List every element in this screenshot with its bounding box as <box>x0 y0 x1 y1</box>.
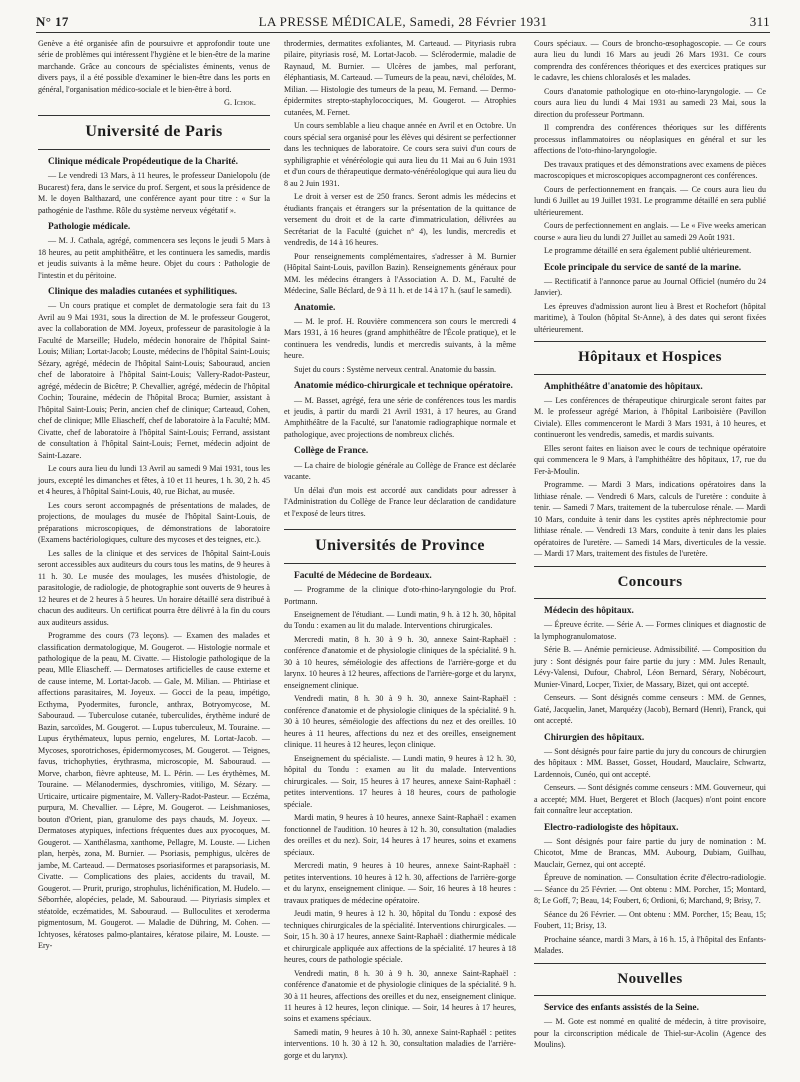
column-1 <box>38 38 270 954</box>
article-paragraph: Cours de perfectionnement en anglais. — Le « Five weeks american course » aura lieu du lundi 27 Juillet au samedi 29 Août 1931. <box>534 221 766 242</box>
article-paragraph: Le droit à verser est de 250 francs. Seront admis les médecins et étudiants français et étrangers sur la présentation de la quittance de versement du droit et de la carte d'immatriculation, délivrées au Secrétariat de la Faculté (guichet n° 4), les lundis, mercredis et vendredis, de 14 à 16 heures. <box>284 192 516 248</box>
article-paragraph: Les épreuves d'admission auront lieu à Brest et Rochefort (hôpital maritime), à Toulon (hôpital St-Anne), à des dates qui seront fixées ultérieurement. <box>534 301 766 334</box>
page-number: 311 <box>749 14 770 29</box>
article-paragraph: Série B. — Anémie pernicieuse. Admissibilité. — Composition du jury : Sont désignés pour faire partie du jury : MM. Jules Renault, Lévy-Valensi, Dufour, Chabrol, Léon Bernard, Sérary, Nobécourt, Munier-Vinard, Locper, Tixier, de Massary, Bizet, qui ont accepté. <box>534 645 766 689</box>
article-paragraph: Prochaine séance, mardi 3 Mars, à 16 h. 15, à l'hôpital des Enfants-Malades. <box>534 934 766 956</box>
intro-signature: G. Ichok. <box>224 98 256 108</box>
article-title: Anatomie. <box>294 302 336 313</box>
article-paragraph: Vendredi matin, 8 h. 30 à 9 h. 30, annexe Saint-Raphaël : conférence d'anatomie et de physiologie cliniques de la spécialité. 9 h. 30 à 10 heures, séméiologie des affections du nez et des oreilles. 10 heures à 11 heures, affections du nez et des oreilles, enseignement clinique. 11 heures à 12 heures, leçon clinique. <box>284 694 516 750</box>
article-paragraph: Sujet du cours : Système nerveux central. Anatomie du bassin. <box>294 364 497 374</box>
page-header <box>36 10 770 34</box>
article-body: — Épreuve écrite. — Série A. — Formes cliniques et diagnostic de la lymphogranulomatose. <box>534 620 766 641</box>
article-paragraph: Un cours semblable a lieu chaque année en Avril et en Octobre. Un cours spécial sera organisé pour les élèves qui désirent se perfectionner dans les techniques de laboratoire. Ce cours sera suivi d'un cours de syphiligraphie et vénéréologie qui aura lieu du 11 Mai au 6 Juin 1931 et d'un cours de thérapeutique dermato-vénéréologique qui aura lieu du 8 au 2 Juin 1931. <box>284 121 516 188</box>
article-paragraph: Enseignement de l'étudiant. — Lundi matin, 9 h. à 12 h. 30, hôpital du Tondu : examen au lit du malade. Interventions chirurgicales. <box>284 610 516 631</box>
article-paragraph: Elles seront faites en liaison avec le cours de technique opératoire qui commencera le 9 Mars, à l'amphithéâtre des hôpitaux, 17, rue du Fer-à-Moulin. <box>534 443 766 476</box>
article-title: Faculté de Médecine de Bordeaux. <box>294 570 432 581</box>
article-paragraph: Mercredi matin, 9 heures à 10 heures, annexe Saint-Raphaël : petites interventions. 10 heures à 12 h. 30, affections de l'arrière-gorge et du larynx, enseignement clinique. — Soir, 16 heures à 18 heures : travaux pratiques de médecine opératoire. <box>284 861 516 905</box>
article-title: Chirurgien des hôpitaux. <box>544 732 645 743</box>
article-title: Médecin des hôpitaux. <box>544 605 634 616</box>
article-body: — Sont désignés pour faire partie du jury de nomination : M. Chicotot, Mme de Brancas, MM. Aubourg, Dubiam, Guilhau, Mauclair, Gernez, qui ont accepté. <box>534 836 766 869</box>
article-title: Ecole principale du service de santé de la marine. <box>544 262 742 273</box>
article-title: Collège de France. <box>294 446 369 457</box>
article-paragraph: Pour renseignements complémentaires, s'adresser à M. Burnier (Hôpital Saint-Louis, pavillon Bazin). Renseignements généraux pour MM. les médecins étrangers à l'Association A. D. M., Faculté de Médecine, Salle Béclard, de 9 à 11 h. et de 14 à 17 h. (sauf le samedi). <box>284 251 516 296</box>
article-title: Service des enfants assistés de la Seine. <box>544 1003 699 1014</box>
journal-title: LA PRESSE MÉDICALE, Samedi, 28 Février 1931 <box>258 14 548 29</box>
article-title: Pathologie médicale. <box>48 222 131 233</box>
article-paragraph: Mercredi matin, 8 h. 30 à 9 h. 30, annexe Saint-Raphaël : conférence d'anatomie et de physiologie cliniques de la spécialité. 9 h. 30 à 10 heures, séméiologie des affections de l'arrière-gorge et du larynx. 10 heures à 12 heures, affections de l'arrière-gorge et du larynx, enseignement clinique. <box>284 634 516 690</box>
article-paragraph: throdermies, dermatites exfoliantes, M. Carteaud. — Pityriasis rubra pilaire, pityriasis rosé, M. Lortat-Jacob. — Sclérodermie, maladie de Raynaud, M. Burnier. — Ulcères de jambes, mal perforant, éléphantiasis, M. Carteaud. — Tumeurs de la peau, nævi, chéloïdes, M. Milian. — Histologie des tumeurs de la peau, M. Fernand. — Dermo-épidermites strepto-staphylococciques, M. Gougerot. — Atrophies cutanées, M. Fernet. <box>284 39 516 117</box>
section-title-nouvelles: Nouvelles <box>534 963 766 996</box>
article-body: — La chaire de biologie générale au Collège de France est déclarée vacante. <box>284 460 516 482</box>
article-paragraph: Cours spéciaux. — Cours de broncho-œsophagoscopie. — Ce cours aura lieu du lundi 16 Mars au jeudi 26 Mars 1931. Ce cours comprendra des conférences théoriques et des exercices pratiques sur le cadavre, les chiens chloralosés et les malades. <box>534 39 766 83</box>
article-paragraph: Un délai d'un mois est accordé aux candidats pour adresser à l'Administration du Collège de France leur déclaration de candidature et l'exposé de leurs titres. <box>284 485 516 518</box>
article-body: — Programme de la clinique d'oto-rhino-laryngologie du Prof. Portmann. <box>284 585 516 606</box>
article-paragraph: Les cours seront accompagnés de présentations de malades, de projections, de moulages du musée de l'hôpital Saint-Louis, de préparations microscopiques, de démonstrations de laboratoire (Examens bactériologiques, culture des mycoses et des teignes, etc.). <box>38 500 270 545</box>
article-paragraph: Samedi matin, 9 heures à 10 h. 30, annexe Saint-Raphaël : petites interventions. 10 h. 30 à 12 h. 30, consultation maladies de l'arrière-gorge et du larynx). <box>284 1027 516 1060</box>
article-paragraph: Cours de perfectionnement en français. — Ce cours aura lieu du lundi 6 Juillet au 19 Juillet 1931. Le programme détaillé en sera publié ultérieurement. <box>534 184 766 217</box>
article-body: — M. J. Cathala, agrégé, commencera ses leçons le jeudi 5 Mars à 18 heures, au petit amphithéâtre, et les continuera les samedis, mardis et jeudis suivants à la même heure. Objet du cours : Pathologie de l'intestin et du péritoine. <box>38 236 270 280</box>
article-paragraph: Séance du 26 Février. — Ont obtenu : MM. Porcher, 15; Beau, 15; Foubert, 11; Brisy, 13. <box>534 909 766 931</box>
article-paragraph: Programme. — Mardi 3 Mars, indications opératoires dans la lithiase rénale. — Vendredi 6 Mars, calculs de l'uretère : conduite à tenir. — Samedi 7 Mars, traitement de la tuberculose rénale. — Mardi 10 Mars, conduite à tenir dans les cystites après néphrectomie pour lithiase rénale. — Vendredi 13 Mars, conduite à tenir dans les plaies opératoires de l'uretère. — Samedi 14 Mars, diverticules de la vessie. — Mardi 17 Mars, traitement des fistules de l'uretère. <box>534 480 766 559</box>
article-title: Clinique des maladies cutanées et syphilitiques. <box>48 287 238 298</box>
article-body: — Sont désignés pour faire partie du jury du concours de chirurgien des hôpitaux : MM. Basset, Gosset, Houdard, Mauclaire, Schwartz, Lardennois, Cunéo, qui ont accepté. <box>534 746 766 779</box>
article-paragraph: Programme des cours (73 leçons). — Examen des malades et classification dermatologique, M. Gougerot. — Histologie normale et pathologique de la peau, M. Civatte. — Histologie pathologique de la peau, Mlle Eliascheff. — Dermatoses artificielles de cause externe et de cause interne, M. Lortat-Jacob. — Gale, M. Milian. — Phtiriase et affections parasitaires, M. Joyeux. — Gocci de la peau, impétigo, Ecthyma, Pyodermites, furoncle, anthrax, Botryomycose, M. Sabouraud. — Tuberculose cutanée, tuberculides, érythème induré de Bazin, sarcoïdes, M. Gougerot. — Lupus tuberculeux, M. Touraine. — Lupus érythémateux, lupus pernio, engelures, M. Lortat-Jacob. — Mycoses, sporotrichoses, épidermomycoses, M. Gougerot. — Teignes, favus, trichophyties, érythrasma, microscopie, M. Sabouraud. — Morve, charbon, fièvre aphteuse, M. L. Périn. — Les érythèmes, M. Touraine. — Mélanodermies, dyschromies, vitiligo, M. Sézary. — Urticaire, urticaire pigmentaire, M. Vallery-Radot-Pasteur. — Eczéma, purpura, M. Chevallier. — Lèpre, M. Gougerot. — Leishmanioses, bouton d'Orient, pian, granulome des pays chauds, M. Joyeux. — Dermatoses atypiques, infections fréquentes dues aux pyocoques, M. Gougerot. — Xanthélasma, xanthome, Pellagre, M. Louste. — Lichen plan, herpès, zona, M. Burnier. — Psoriasis, pemphigus, ulcères de jambe, M. Carteaud. — Dermatoses psoriasiformes et parapsoriasis, M. Civatte. — Complications des plaies, accidents du travail, M. Gougerot. — Prurit, prurigo, strophulus, lichénification, M. Hudelo. — Séborrhée, alopécies, pelade, M. Sabouraud. — Pityriasis simplex et stéatoïde, eczématides, M. Sabouraud. — Bulloculites et xeroderma pigmentosum, M. Gougerot. — Maladie de Dühring, M. Cohen. — Ichtyoses, kératoses palmo-plantaires, kératose pilaire, M. Louste. — Ery- <box>38 631 270 951</box>
article-title: Anatomie médico-chirurgicale et technique opératoire. <box>294 381 513 392</box>
article-paragraph: Le programme détaillé en sera également publié ultérieurement. <box>544 246 752 256</box>
article-title: Amphithéâtre d'anatomie des hôpitaux. <box>544 381 703 392</box>
article-paragraph: Les salles de la clinique et des services de l'hôpital Saint-Louis seront accessibles aux auditeurs du cours tous les matins, de 9 heures à 11 h. 30. Le musée des moulages, les musées d'histologie, de parasitologie, de radiologie, de photographie sont ouverts de 9 heures à 12 heures et de 2 heures à 5 heures. Un horaire détaillé sera distribué à chacun des auditeurs. Un certificat pourra être délivré à la fin du cours aux auditeurs assidus. <box>38 548 270 627</box>
article-body: — M. le prof. H. Rouvière commencera son cours le mercredi 4 Mars 1931, à 16 heures (grand amphithéâtre de l'École pratique), et le continuera les vendredis, lundis et mercredis suivants, à la même heure. <box>284 316 516 361</box>
article-paragraph: Enseignement du spécialiste. — Lundi matin, 9 heures à 12 h. 30, hôpital du Tondu : examen au lit du malade. Interventions chirurgicales. — Soir, 15 heures à 17 heures, annexe Saint-Raphaël : petites interventions. 17 heures à 18 heures, cours de pathologie spéciale. <box>284 753 516 809</box>
article-paragraph: Jeudi matin, 9 heures à 12 h. 30, hôpital du Tondu : exposé des techniques chirurgicales de la spécialité. Interventions chirurgicales. — Soir, 15 h. 30 à 17 heures, annexe Saint-Raphaël : diathermie médicale et chirurgicale appliquée aux affections de la spécialité. 17 heures à 18 heures, cours de pathologie spéciale. <box>284 909 516 965</box>
intro-paragraph: Genève a été organisée afin de poursuivre et approfondir toute une série de problèmes qui intéressent l'hygiène et le bien-être de la marine marchande. Grâce au concours de spécialistes éminents, venus de divers pays, il a été possible d'examiner le bien-être dans les ports en général, l'organisation médico-sociale et le bien-être à bord. <box>38 39 270 94</box>
header-rule <box>36 32 770 33</box>
column-3 <box>534 38 766 1053</box>
article-paragraph: Le cours aura lieu du lundi 13 Avril au samedi 9 Mai 1931, tous les jours, excepté les dimanches et fêtes, à 10 et 11 heures, 1 h. 30, 2 h. 45 et 4 heures, à l'hôpital Saint-Louis, 40, rue Bichat, au musée. <box>38 464 270 497</box>
article-body: — Un cours pratique et complet de dermatologie sera fait du 13 Avril au 9 Mai 1931, sous la direction de M. le professeur Gougerot, avec la collaboration de MM. Joyeux, professeur de parasitologie à la Faculté de Marseille; Hudelo, médecin honoraire de l'hôpital Saint-Louis; Milian; Lortat-Jacob; Louste, médecins de l'hôpital Saint-Louis; Sézary, agrégé, médecin de l'hôpital Saint-Louis; Sabouraud, ancien chef de laboratoire à l'hôpital Saint-Louis; Vallery-Radot-Pasteur, agrégé, médecin de Bicêtre; P. Chevallier, agrégé, médecin de l'hôpital Cochin; Touraine, médecin de l'hôpital Broca; Burnier, assistant à l'hôpital Saint-Louis; Perin, ancien chef de clinique; Carteaud, Cohen, chef de clinique; Mlle Eliascheff, chef de laboratoire à la Faculté; MM. Civatte, chef de laboratoire à l'hôpital Saint-Louis; Ferrand, assistant de consultation à l'hôpital Saint-Louis; Fernet, médecin adjoint de Saint-Lazare. <box>38 301 270 460</box>
article-paragraph: Cours d'anatomie pathologique en oto-rhino-laryngologie. — Ce cours aura lieu du lundi 4 Mai 1931 au samedi 23 Mai, sous la direction du professeur Portmann. <box>534 86 766 119</box>
section-title-concours: Concours <box>534 566 766 599</box>
article-paragraph: Censeurs. — Sont désignés comme censeurs : MM. Gouverneur, qui a accepté; MM. Huet, Bergeret et Bloch (Jacques) n'ont point encore fait connaître leur acceptation. <box>534 783 766 816</box>
article-paragraph: Censeurs. — Sont désignés comme censeurs : MM. de Gennes, Gaté, Jacquelin, Janet, Marquézy (Jacob), Bernard (Henri), Franck, qui ont accepté. <box>534 693 766 726</box>
section-title-universite-paris: Université de Paris <box>38 115 270 150</box>
article-body: — Le vendredi 13 Mars, à 11 heures, le professeur Danielopolu (de Bucarest) fera, dans le service du prof. Sergent, et sous la présidence de M. le doyen Balthazard, une conférence ayant pour titre : « Sur la pathogénie de l'asthme. Rôle du système nerveux végétatif ». <box>38 171 271 215</box>
article-paragraph: Mardi matin, 9 heures à 10 heures, annexe Saint-Raphaël : examen fonctionnel de l'audition. 10 heures à 12 h. 30, consultation (maladies des oreilles et du nez). Soir, 14 heures à 17 heures, soins et examens spéciaux. <box>284 813 516 857</box>
issue-number: N° 17 <box>36 14 69 29</box>
article-paragraph: Il comprendra des conférences théoriques sur les différents processus inflammatoires ou néoplasiques en général et sur les affections de l'oto-rhino-laryngologie. <box>534 123 766 156</box>
article-paragraph: Vendredi matin, 8 h. 30 à 9 h. 30, annexe Saint-Raphaël : conférence d'anatomie et de physiologie cliniques de la spécialité. 9 h. 30 à 11 heures, affections des oreilles et du nez, enseignement clinique. 11 heures à 12 heures, leçon clinique. — Soir, 14 heures à 17 heures, soins et examens spéciaux. <box>284 968 516 1024</box>
article-body: — Rectificatif à l'annonce parue au Journal Officiel (numéro du 24 Janvier). <box>534 276 766 298</box>
column-2 <box>284 38 516 1063</box>
article-title: Clinique médicale Propédeutique de la Charité. <box>48 156 238 167</box>
section-title-hopitaux: Hôpitaux et Hospices <box>534 341 766 374</box>
article-title: Electro-radiologiste des hôpitaux. <box>544 822 679 833</box>
section-title-universites-province: Universités de Province <box>284 529 516 564</box>
article-paragraph: Épreuve de nomination. — Consultation écrite d'électro-radiologie. — Séance du 25 Février. — Ont obtenu : MM. Porcher, 15; Montard, 8; Le Goff, 7; Beau, 14; Foubert, 6; Ordioni, 6; Marchand, 9; Brisy, 7. <box>534 873 766 906</box>
article-body: — M. Gote est nommé en qualité de médecin, à titre provisoire, pour la circonscription médicale de Thiel-sur-Acolin (Agence des Moulins). <box>534 1017 766 1050</box>
article-body: — Les conférences de thérapeutique chirurgicale seront faites par M. le professeur agrégé Marion, à l'hôpital Lariboisière (Pavillon Civiale). Elles commenceront le Mardi 3 Mars 1931, à 10 heures, et continueront les vendredis, samedis, et mardis suivants. <box>534 395 766 440</box>
article-body: — M. Basset, agrégé, fera une série de conférences tous les mardis et jeudis, à partir du mardi 21 Avril 1931, à 17 heures, au Grand Amphithéâtre de la Faculté, sur l'anatomie radiographique normale et pathologique, avec projections de nombreux clichés. <box>284 395 516 439</box>
article-paragraph: Des travaux pratiques et des démonstrations avec examens de pièces macroscopiques et microscopiques accompagneront ces conférences. <box>534 159 766 181</box>
